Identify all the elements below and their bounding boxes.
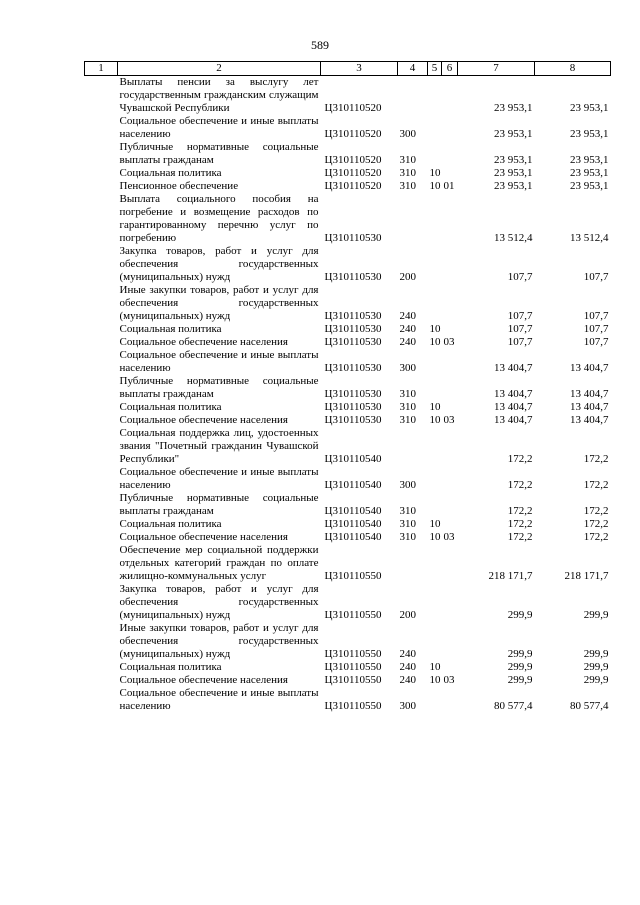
subsection-cell — [442, 284, 458, 323]
amount-col8-cell: 107,7 — [583, 323, 609, 335]
section-cell — [428, 349, 442, 375]
target-article-cell: Ц310110550 — [324, 648, 382, 660]
item-name-cell: Социальное обеспечение и иные выплаты населению — [119, 115, 319, 140]
item-name-cell: Социальная политика — [119, 401, 222, 413]
target-article-cell: Ц310110540 — [324, 453, 382, 465]
amount-col7-cell: 23 953,1 — [494, 180, 533, 192]
subsection-cell — [442, 141, 458, 167]
table-row — [85, 284, 611, 323]
column-header: 4 — [398, 62, 428, 76]
section-cell: 10 — [429, 336, 441, 348]
subsection-cell — [442, 687, 458, 713]
amount-col8-cell: 299,9 — [583, 661, 609, 673]
subsection-cell — [442, 544, 458, 583]
section-cell — [428, 427, 442, 466]
target-article-cell: Ц310110530 — [324, 323, 382, 335]
amount-col8-cell: 299,9 — [583, 674, 609, 686]
row-number-cell — [85, 674, 118, 687]
subsection-cell — [442, 492, 458, 518]
item-name-cell: Социальное обеспечение и иные выплаты населению — [119, 687, 319, 712]
expense-type-cell: 310 — [399, 167, 416, 179]
expense-type-cell: 310 — [399, 180, 416, 192]
section-cell: 10 — [429, 167, 441, 179]
amount-col7-cell: 218 171,7 — [488, 570, 533, 582]
item-name-cell: Социальное обеспечение населения — [119, 531, 288, 543]
item-name-cell: Пенсионное обеспечение — [119, 180, 239, 192]
amount-col8-cell: 172,2 — [583, 518, 609, 530]
target-article-cell: Ц310110520 — [324, 154, 382, 166]
amount-col8-cell: 13 512,4 — [570, 232, 609, 244]
subsection-cell — [442, 76, 458, 116]
table-row — [85, 401, 611, 414]
subsection-cell — [442, 622, 458, 661]
expense-type-cell: 310 — [399, 414, 416, 426]
amount-col7-cell: 172,2 — [507, 505, 533, 517]
table-row — [85, 115, 611, 141]
column-header: 5 — [428, 62, 442, 76]
row-number-cell — [85, 427, 118, 466]
expense-type-cell — [398, 76, 428, 116]
section-cell — [428, 687, 442, 713]
target-article-cell: Ц310110530 — [324, 414, 382, 426]
item-name-cell: Социальная политика — [119, 167, 222, 179]
target-article-cell: Ц310110530 — [324, 401, 382, 413]
table-row — [85, 349, 611, 375]
target-article-cell: Ц310110530 — [324, 362, 382, 374]
amount-col7-cell: 172,2 — [507, 531, 533, 543]
expense-type-cell: 310 — [399, 401, 416, 413]
target-article-cell: Ц310110540 — [324, 531, 382, 543]
subsection-cell — [442, 466, 458, 492]
amount-col8-cell: 23 953,1 — [570, 180, 609, 192]
target-article-cell: Ц310110540 — [324, 479, 382, 491]
amount-col8-cell: 107,7 — [583, 336, 609, 348]
target-article-cell: Ц310110530 — [324, 336, 382, 348]
target-article-cell: Ц310110520 — [324, 128, 382, 140]
amount-col7-cell: 23 953,1 — [494, 128, 533, 140]
amount-col7-cell: 23 953,1 — [494, 102, 533, 114]
item-name-cell: Социальная политика — [119, 518, 222, 530]
section-cell — [428, 76, 442, 116]
amount-col7-cell: 13 404,7 — [494, 401, 533, 413]
expense-type-cell — [398, 427, 428, 466]
row-number-cell — [85, 141, 118, 167]
amount-col7-cell: 107,7 — [507, 336, 533, 348]
expense-type-cell: 200 — [399, 271, 416, 283]
section-cell: 10 — [429, 674, 441, 686]
amount-col8-cell: 80 577,4 — [570, 700, 609, 712]
target-article-cell: Ц310110520 — [324, 102, 382, 114]
amount-col7-cell: 299,9 — [507, 609, 533, 621]
column-header: 2 — [118, 62, 321, 76]
item-name-cell: Публичные нормативные социальные выплаты гражданам — [119, 375, 319, 400]
table-header-row — [85, 62, 611, 76]
column-header: 7 — [458, 62, 535, 76]
item-name-cell: Социальное обеспечение и иные выплаты населению — [119, 349, 319, 374]
row-number-cell — [85, 622, 118, 661]
amount-col8-cell: 107,7 — [583, 310, 609, 322]
target-article-cell: Ц310110550 — [324, 570, 382, 582]
table-row — [85, 193, 611, 245]
amount-col7-cell: 107,7 — [507, 271, 533, 283]
amount-col8-cell: 13 404,7 — [570, 388, 609, 400]
section-cell — [428, 544, 442, 583]
section-cell: 10 — [429, 323, 441, 335]
amount-col7-cell: 107,7 — [507, 310, 533, 322]
row-number-cell — [85, 115, 118, 141]
section-cell — [428, 193, 442, 245]
expense-type-cell: 300 — [399, 128, 416, 140]
row-number-cell — [85, 76, 118, 116]
subsection-cell — [442, 323, 458, 336]
section-cell — [428, 245, 442, 284]
row-number-cell — [85, 336, 118, 349]
row-number-cell — [85, 466, 118, 492]
amount-col8-cell: 218 171,7 — [564, 570, 609, 582]
subsection-cell — [442, 661, 458, 674]
row-number-cell — [85, 531, 118, 544]
section-cell — [428, 492, 442, 518]
row-number-cell — [85, 375, 118, 401]
item-name-cell: Публичные нормативные социальные выплаты гражданам — [119, 492, 319, 517]
expense-type-cell — [398, 193, 428, 245]
table-row — [85, 141, 611, 167]
expense-type-cell: 310 — [399, 154, 416, 166]
amount-col8-cell: 172,2 — [583, 531, 609, 543]
row-number-cell — [85, 661, 118, 674]
item-name-cell: Закупка товаров, работ и услуг для обеспечения государственных (муниципальных) нужд — [119, 583, 319, 621]
table-row — [85, 492, 611, 518]
amount-col8-cell: 23 953,1 — [570, 102, 609, 114]
item-name-cell: Иные закупки товаров, работ и услуг для обеспечения государственных (муниципальных) нужд — [119, 622, 319, 660]
row-number-cell — [85, 180, 118, 193]
table-row — [85, 544, 611, 583]
row-number-cell — [85, 349, 118, 375]
item-name-cell: Социальное обеспечение населения — [119, 414, 288, 426]
section-cell — [428, 622, 442, 661]
expense-type-cell: 300 — [399, 362, 416, 374]
row-number-cell — [85, 583, 118, 622]
amount-col7-cell: 13 512,4 — [494, 232, 533, 244]
table-row — [85, 622, 611, 661]
row-number-cell — [85, 492, 118, 518]
amount-col8-cell: 299,9 — [583, 609, 609, 621]
subsection-cell — [442, 115, 458, 141]
expense-type-cell — [398, 544, 428, 583]
section-cell — [428, 115, 442, 141]
expense-type-cell: 240 — [399, 323, 416, 335]
row-number-cell — [85, 167, 118, 180]
subsection-cell: 03 — [443, 336, 455, 348]
subsection-cell — [442, 583, 458, 622]
amount-col7-cell: 80 577,4 — [494, 700, 533, 712]
subsection-cell — [442, 375, 458, 401]
expense-type-cell: 240 — [399, 661, 416, 673]
table-row — [85, 375, 611, 401]
page-number: 589 — [311, 38, 329, 52]
subsection-cell — [442, 401, 458, 414]
amount-col8-cell: 299,9 — [583, 648, 609, 660]
table-body — [85, 76, 611, 714]
item-name-cell: Выплата социального пособия на погребение и возмещение расходов по гарантированному перечню услуг по погребению — [119, 193, 319, 244]
table-row — [85, 518, 611, 531]
amount-col8-cell: 172,2 — [583, 505, 609, 517]
item-name-cell: Иные закупки товаров, работ и услуг для обеспечения государственных (муниципальных) нужд — [119, 284, 319, 322]
target-article-cell: Ц310110540 — [324, 518, 382, 530]
budget-table — [84, 61, 611, 713]
expense-type-cell: 240 — [399, 336, 416, 348]
subsection-cell — [442, 427, 458, 466]
amount-col7-cell: 13 404,7 — [494, 362, 533, 374]
amount-col7-cell: 172,2 — [507, 518, 533, 530]
table-row — [85, 674, 611, 687]
section-cell — [428, 466, 442, 492]
item-name-cell: Обеспечение мер социальной поддержки отдельных категорий граждан по оплате жилищно-коммунальных услуг — [119, 544, 319, 582]
subsection-cell: 03 — [443, 674, 455, 686]
expense-type-cell: 310 — [399, 388, 416, 400]
target-article-cell: Ц310110520 — [324, 180, 382, 192]
column-header: 8 — [535, 62, 611, 76]
row-number-cell — [85, 284, 118, 323]
item-name-cell: Социальная политика — [119, 661, 222, 673]
subsection-cell — [442, 518, 458, 531]
table-row — [85, 167, 611, 180]
target-article-cell: Ц310110530 — [324, 388, 382, 400]
row-number-cell — [85, 687, 118, 713]
amount-col8-cell: 172,2 — [583, 479, 609, 491]
amount-col7-cell: 23 953,1 — [494, 167, 533, 179]
target-article-cell: Ц310110530 — [324, 271, 382, 283]
target-article-cell: Ц310110550 — [324, 700, 382, 712]
row-number-cell — [85, 414, 118, 427]
table-row — [85, 687, 611, 713]
amount-col7-cell: 172,2 — [507, 453, 533, 465]
expense-type-cell: 310 — [399, 505, 416, 517]
subsection-cell: 01 — [443, 180, 455, 192]
row-number-cell — [85, 518, 118, 531]
target-article-cell: Ц310110530 — [324, 232, 382, 244]
table-row — [85, 414, 611, 427]
section-cell: 10 — [429, 661, 441, 673]
subsection-cell — [442, 245, 458, 284]
target-article-cell: Ц310110550 — [324, 674, 382, 686]
table-row — [85, 583, 611, 622]
row-number-cell — [85, 323, 118, 336]
column-header: 6 — [442, 62, 458, 76]
row-number-cell — [85, 544, 118, 583]
subsection-cell: 03 — [443, 531, 455, 543]
row-number-cell — [85, 193, 118, 245]
expense-type-cell: 240 — [399, 310, 416, 322]
target-article-cell: Ц310110540 — [324, 505, 382, 517]
section-cell — [428, 284, 442, 323]
table-row — [85, 336, 611, 349]
item-name-cell: Публичные нормативные социальные выплаты гражданам — [119, 141, 319, 166]
section-cell: 10 — [429, 180, 441, 192]
table-row — [85, 531, 611, 544]
section-cell — [428, 141, 442, 167]
expense-type-cell: 310 — [399, 518, 416, 530]
amount-col8-cell: 172,2 — [583, 453, 609, 465]
expense-type-cell: 310 — [399, 531, 416, 543]
expense-type-cell: 200 — [399, 609, 416, 621]
item-name-cell: Социальное обеспечение населения — [119, 336, 288, 348]
amount-col8-cell: 13 404,7 — [570, 414, 609, 426]
section-cell — [428, 375, 442, 401]
subsection-cell — [442, 349, 458, 375]
table-row — [85, 323, 611, 336]
section-cell: 10 — [429, 401, 441, 413]
target-article-cell: Ц310110530 — [324, 310, 382, 322]
column-header: 1 — [85, 62, 118, 76]
item-name-cell: Закупка товаров, работ и услуг для обеспечения государственных (муниципальных) нужд — [119, 245, 319, 283]
item-name-cell: Социальное обеспечение и иные выплаты населению — [119, 466, 319, 491]
target-article-cell: Ц310110550 — [324, 609, 382, 621]
amount-col8-cell: 13 404,7 — [570, 401, 609, 413]
column-header: 3 — [321, 62, 398, 76]
item-name-cell: Социальная политика — [119, 323, 222, 335]
target-article-cell: Ц310110520 — [324, 167, 382, 179]
amount-col7-cell: 172,2 — [507, 479, 533, 491]
section-cell: 10 — [429, 531, 441, 543]
item-name-cell: Выплаты пенсии за выслугу лет государственным гражданским служащим Чувашской Республики — [119, 76, 319, 114]
amount-col8-cell: 107,7 — [583, 271, 609, 283]
table-row — [85, 245, 611, 284]
section-cell: 10 — [429, 414, 441, 426]
expense-type-cell: 300 — [399, 479, 416, 491]
amount-col8-cell: 13 404,7 — [570, 362, 609, 374]
table-row — [85, 661, 611, 674]
amount-col7-cell: 299,9 — [507, 648, 533, 660]
amount-col7-cell: 299,9 — [507, 661, 533, 673]
section-cell: 10 — [429, 518, 441, 530]
amount-col7-cell: 23 953,1 — [494, 154, 533, 166]
amount-col8-cell: 23 953,1 — [570, 154, 609, 166]
amount-col7-cell: 299,9 — [507, 674, 533, 686]
table-row — [85, 427, 611, 466]
row-number-cell — [85, 245, 118, 284]
subsection-cell: 03 — [443, 414, 455, 426]
expense-type-cell: 240 — [399, 648, 416, 660]
amount-col7-cell: 13 404,7 — [494, 388, 533, 400]
row-number-cell — [85, 401, 118, 414]
table-row — [85, 466, 611, 492]
subsection-cell — [442, 193, 458, 245]
expense-type-cell: 300 — [399, 700, 416, 712]
expense-type-cell: 240 — [399, 674, 416, 686]
amount-col7-cell: 13 404,7 — [494, 414, 533, 426]
amount-col8-cell: 23 953,1 — [570, 167, 609, 179]
item-name-cell: Социальная поддержка лиц, удостоенных звания "Почетный гражданин Чувашской Республики" — [119, 427, 319, 465]
table-row — [85, 180, 611, 193]
amount-col7-cell: 107,7 — [507, 323, 533, 335]
subsection-cell — [442, 167, 458, 180]
target-article-cell: Ц310110550 — [324, 661, 382, 673]
item-name-cell: Социальное обеспечение населения — [119, 674, 288, 686]
amount-col8-cell: 23 953,1 — [570, 128, 609, 140]
table-row — [85, 76, 611, 116]
section-cell — [428, 583, 442, 622]
